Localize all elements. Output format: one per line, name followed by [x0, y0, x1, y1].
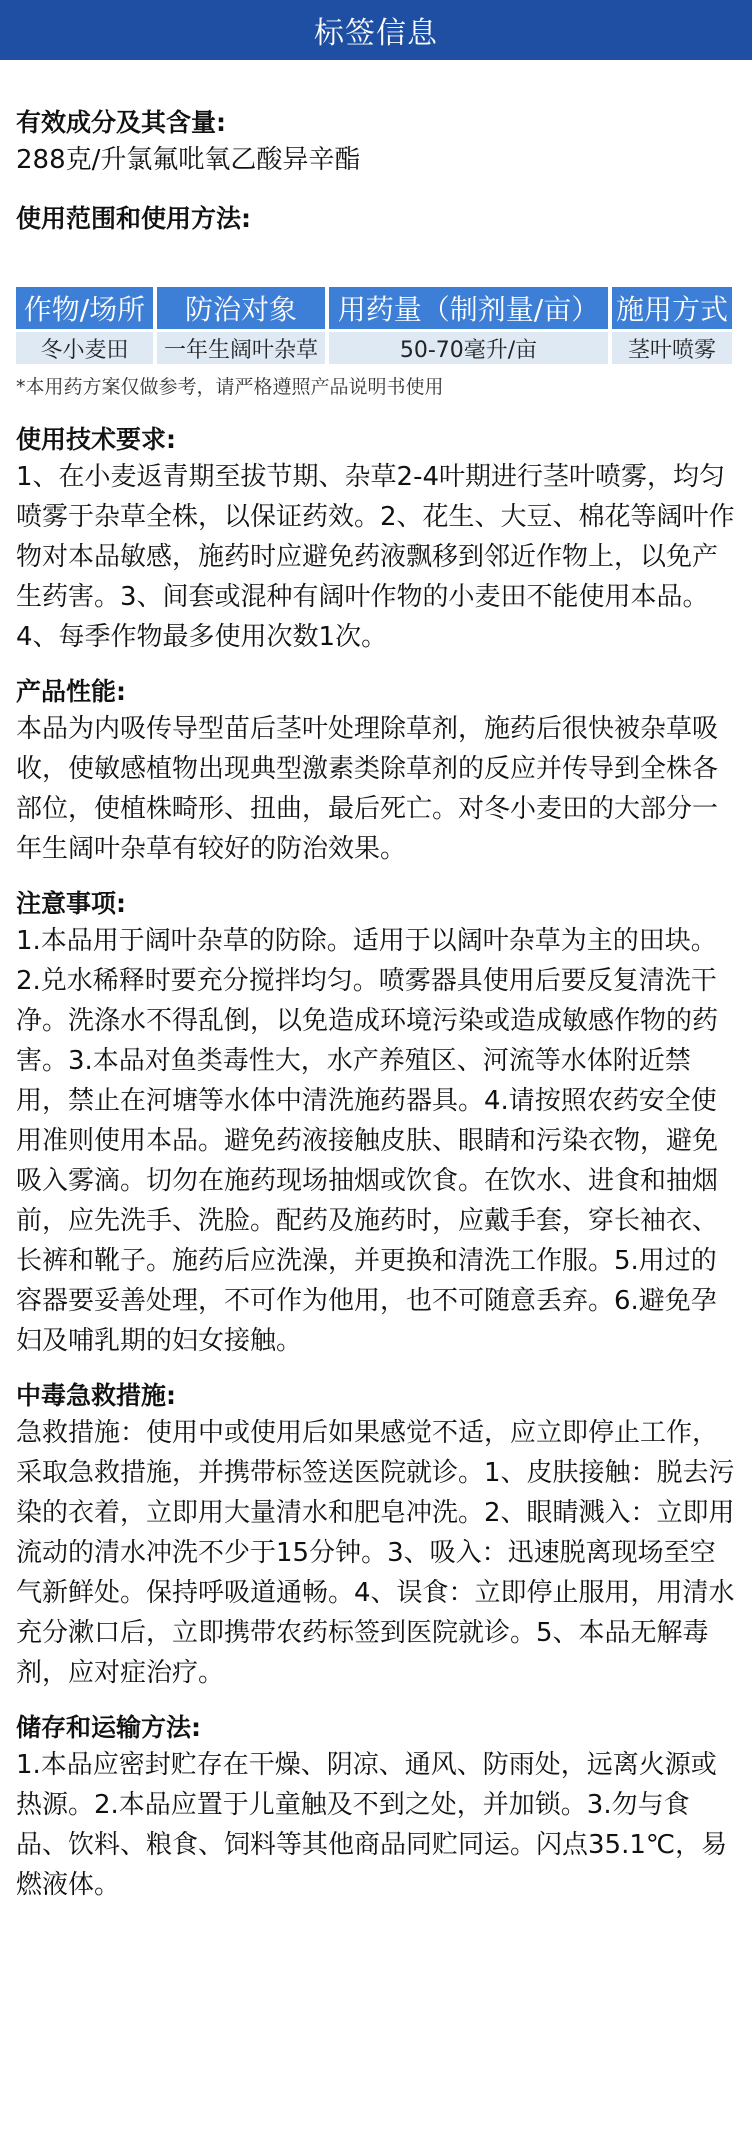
- precautions-text: 1.本品用于阔叶杂草的防除。适用于以阔叶杂草为主的田块。2.兑水稀释时要充分搅拌均匀。喷雾器具使用后要反复清洗干净。洗涤水不得乱倒，以免造成环境污染或造成敏感作物的药害。3.本品对鱼类毒性大，水产养殖区、河流等水体附近禁用，禁止在河塘等水体中清洗施药器具。4.请按照农药安全使用准则使用本品。避免药液接触皮肤、眼睛和污染衣物，避免吸入雾滴。切勿在施药现场抽烟或饮食。在饮水、进食和抽烟前，应先洗手、洗脸。配药及施药时，应戴手套，穿长袖衣、长裤和靴子。施药后应洗澡，并更换和清洗工作服。5.用过的容器要妥善处理，不可作为他用，也不可随意丢弃。6.避免孕妇及哺乳期的妇女接触。: [16, 926, 719, 1356]
- storage-title: 储存和运输方法:: [16, 1713, 201, 1742]
- performance-title: 产品性能:: [16, 677, 126, 706]
- label-header: [0, 0, 752, 60]
- technical-title: 使用技术要求:: [16, 425, 176, 454]
- col-dosage: 用药量（制剂量/亩）: [329, 287, 608, 329]
- table-row: [16, 332, 732, 364]
- usage-table: [12, 284, 736, 367]
- performance-text: 本品为内吸传导型苗后茎叶处理除草剂，施药后很快被杂草吸收，使敏感植物出现典型激素类除草剂的反应并传导到全株各部位，使植株畸形、扭曲，最后死亡。对冬小麦田的大部分一年生阔叶杂草有较好的防治效果。: [16, 714, 719, 864]
- col-method: 施用方式: [612, 287, 732, 329]
- ingredient-section: [16, 106, 736, 180]
- precautions-title: 注意事项:: [16, 889, 126, 918]
- cell-dosage: 50-70毫升/亩: [329, 332, 608, 364]
- firstaid-section: [16, 1379, 736, 1693]
- storage-text: 1.本品应密封贮存在干燥、阴凉、通风、防雨处，远离火源或热源。2.本品应置于儿童触及不到之处，并加锁。3.勿与食品、饮料、粮食、饲料等其他商品同贮同运。闪点35.1℃，易燃液体。: [16, 1750, 728, 1900]
- ingredient-text: 288克/升氯氟吡氧乙酸异辛酯: [16, 145, 361, 175]
- cell-method: 茎叶喷雾: [612, 332, 732, 364]
- firstaid-text: 急救措施：使用中或使用后如果感觉不适，应立即停止工作，采取急救措施，并携带标签送医院就诊。1、皮肤接触：脱去污染的衣着，立即用大量清水和肥皂冲洗。2、眼睛溅入：立即用流动的清水冲洗不少于15分钟。3、吸入：迅速脱离现场至空气新鲜处。保持呼吸道通畅。4、误食：立即停止服用，用清水充分漱口后，立即携带农药标签到医院就诊。5、本品无解毒剂，应对症治疗。: [16, 1418, 735, 1688]
- cell-target: 一年生阔叶杂草: [157, 332, 325, 364]
- col-target: 防治对象: [157, 287, 325, 329]
- usage-spacer: [16, 236, 736, 284]
- page-title: 标签信息: [314, 16, 438, 51]
- label-content: [0, 106, 752, 1905]
- usage-section: [16, 202, 736, 401]
- ingredient-title: 有效成分及其含量:: [16, 108, 226, 137]
- technical-text: 1、在小麦返青期至拔节期、杂草2-4叶期进行茎叶喷雾，均匀喷雾于杂草全株，以保证药效。2、花生、大豆、棉花等阔叶作物对本品敏感，施药时应避免药液飘移到邻近作物上，以免产生药害。3、间套或混种有阔叶作物的小麦田不能使用本品。4、每季作物最多使用次数1次。: [16, 462, 735, 652]
- storage-section: [16, 1711, 736, 1905]
- performance-section: [16, 675, 736, 869]
- col-crop: 作物/场所: [16, 287, 153, 329]
- usage-title: 使用范围和使用方法:: [16, 204, 251, 233]
- usage-table-header-row: [16, 287, 732, 329]
- cell-crop: 冬小麦田: [16, 332, 153, 364]
- technical-section: [16, 423, 736, 657]
- usage-note: *本用药方案仅做参考，请严格遵照产品说明书使用: [16, 376, 444, 398]
- precautions-section: [16, 887, 736, 1361]
- firstaid-title: 中毒急救措施:: [16, 1381, 176, 1410]
